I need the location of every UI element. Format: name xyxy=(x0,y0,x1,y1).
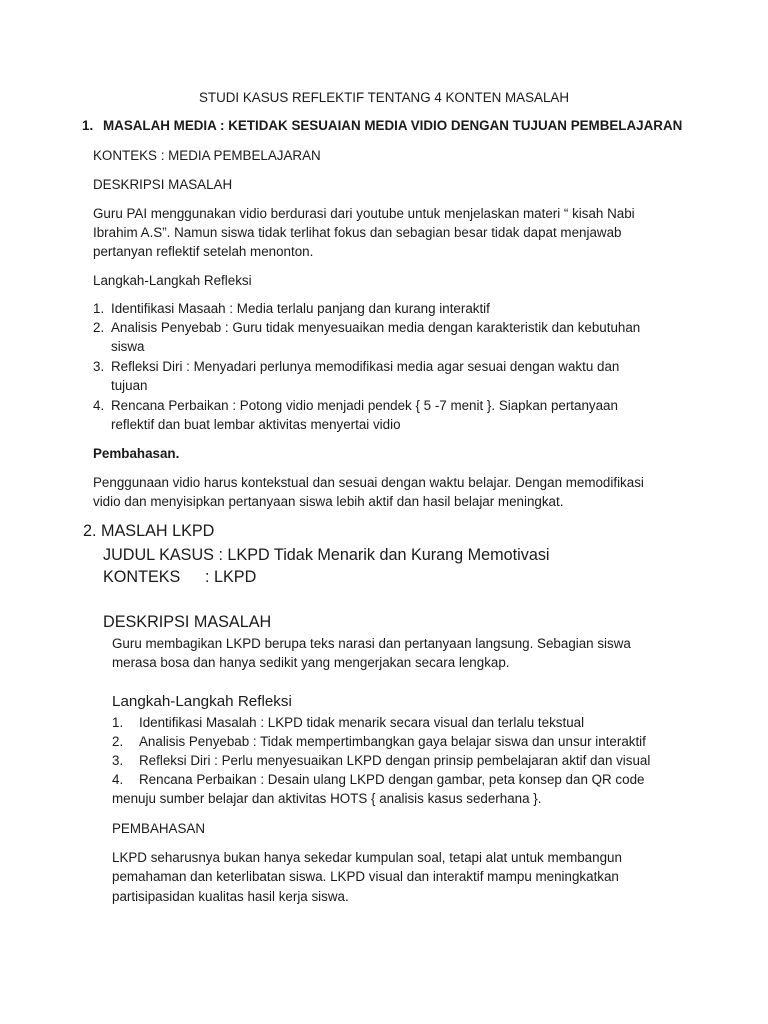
list-item-number: 1. xyxy=(93,301,105,316)
section2-deskripsi-line: merasa bosa dan hanya sedikit yang mengerjakan secara lengkap. xyxy=(112,655,510,670)
list-item-continuation: siswa xyxy=(111,339,145,354)
section1-pembahasan-heading: Pembahasan. xyxy=(93,446,180,461)
section1-deskripsi-line: pertanyan reflektif setelah menonton. xyxy=(93,244,314,259)
document-title: STUDI KASUS REFLEKTIF TENTANG 4 KONTEN MASALAH xyxy=(198,90,570,105)
list-item: Analisis Penyebab : Guru tidak menyesuaikan media dengan karakteristik dan kebutuhan xyxy=(111,320,641,335)
section2-konteks-label: KONTEKS xyxy=(103,568,181,586)
section1-deskripsi-line: Guru PAI menggunakan vidio berdurasi dari youtube untuk menjelaskan materi “ kisah Nabi xyxy=(93,206,635,221)
section2-pembahasan-line: LKPD seharusnya bukan hanya sekedar kumpulan soal, tetapi alat untuk membangun xyxy=(112,850,622,865)
list-item-number: 4. xyxy=(93,398,105,413)
list-item-number: 4. xyxy=(112,772,124,787)
section1-deskripsi-line: Ibrahim A.S”. Namun siswa tidak terlihat fokus dan sebagian besar tidak dapat menjawab xyxy=(93,225,622,240)
section1-pembahasan-line: Penggunaan vidio harus kontekstual dan sesuai dengan waktu belajar. Dengan memodifikasi xyxy=(93,475,644,490)
list-item: Refleksi Diri : Perlu menyesuaikan LKPD dengan prinsip pembelajaran aktif dan visual xyxy=(139,753,651,768)
list-item-number: 2. xyxy=(112,734,124,749)
section1-number: 1. xyxy=(82,118,94,133)
section2-deskripsi-line: Guru membagikan LKPD berupa teks narasi dan pertanyaan langsung. Sebagian siswa xyxy=(112,636,631,651)
section2-pembahasan-heading: PEMBAHASAN xyxy=(112,821,206,836)
list-item: Identifikasi Masaah : Media terlalu panjang dan kurang interaktif xyxy=(111,301,490,316)
list-item-continuation: tujuan xyxy=(111,378,148,393)
list-item-number: 1. xyxy=(112,715,124,730)
list-item: Rencana Perbaikan : Desain ulang LKPD dengan gambar, peta konsep dan QR code xyxy=(139,772,645,787)
list-item-number: 2. xyxy=(93,320,105,335)
list-item-continuation: reflektif dan buat lembar aktivitas menyertai vidio xyxy=(111,417,401,432)
list-item: Identifikasi Masalah : LKPD tidak menarik secara visual dan terlalu tekstual xyxy=(139,715,585,730)
list-item: Refleksi Diri : Menyadari perlunya memodifikasi media agar sesuai dengan waktu dan xyxy=(111,359,620,374)
list-item: Analisis Penyebab : Tidak mempertimbangkan gaya belajar siswa dan unsur interaktif xyxy=(139,734,646,749)
section1-langkah-heading: Langkah-Langkah Refleksi xyxy=(93,273,252,288)
section2-heading: 2. MASLAH LKPD xyxy=(83,522,215,540)
section1-deskripsi-heading: DESKRIPSI MASALAH xyxy=(93,177,233,192)
list-item-number: 3. xyxy=(112,753,124,768)
section2-langkah-heading: Langkah-Langkah Refleksi xyxy=(112,693,292,710)
section2-konteks-value: : LKPD xyxy=(205,568,257,586)
section2-deskripsi-heading: DESKRIPSI MASALAH xyxy=(103,613,272,631)
list-item-number: 3. xyxy=(93,359,105,374)
section2-pembahasan-line: partisipasidan kualitas hasil kerja siswa. xyxy=(112,889,349,904)
section2-pembahasan-line: pemahaman dan keterlibatan siswa. LKPD visual dan interaktif mampu meningkatkan xyxy=(112,869,619,884)
section1-konteks: KONTEKS : MEDIA PEMBELAJARAN xyxy=(93,148,321,163)
section2-judul: JUDUL KASUS : LKPD Tidak Menarik dan Kurang Memotivasi xyxy=(103,546,550,564)
list-item: Rencana Perbaikan : Potong vidio menjadi pendek { 5 -7 menit }. Siapkan pertanyaan xyxy=(111,398,618,413)
section1-heading: MASALAH MEDIA : KETIDAK SESUAIAN MEDIA VIDIO DENGAN TUJUAN PEMBELAJARAN xyxy=(103,118,683,133)
list-item-continuation: menuju sumber belajar dan aktivitas HOTS { analisis kasus sederhana }. xyxy=(112,791,542,806)
section1-pembahasan-line: vidio dan menyisipkan pertanyaan siswa lebih aktif dan hasil belajar meningkat. xyxy=(93,494,564,509)
